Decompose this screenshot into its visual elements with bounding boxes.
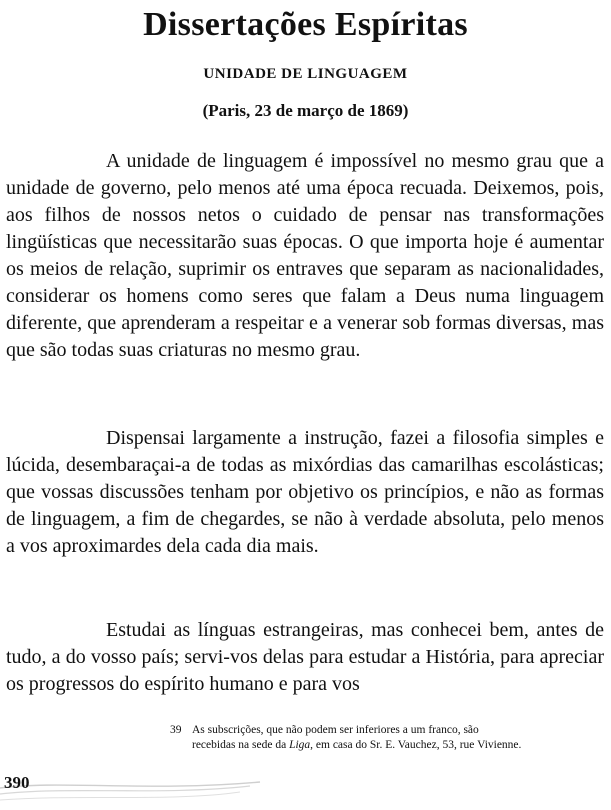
page-number: 390 bbox=[4, 773, 30, 792]
paragraph-text: Estudai as línguas estrangeiras, mas conhecei bem, antes de tudo, a do vosso país; servi-vos delas para estudar a História, para apreciar os progressos do espírito humano e para vos bbox=[6, 619, 604, 695]
body-paragraph-2 bbox=[6, 425, 604, 560]
page-title: Dissertações Espíritas bbox=[143, 6, 468, 43]
paragraph-text: A unidade de linguagem é impossível no mesmo grau que a unidade de governo, pelo menos até uma época recuada. Deixemos, pois, aos filhos de nossos netos o cuidado de pensar nas transformações lingüísticas que necessitarão suas épocas. O que importa hoje é aumentar os meios de relação, suprimir os entraves que separam as nacionalidades, considerar os homens como seres que falam a Deus numa linguagem diferente, que aprenderam a respeitar e a venerar sob formas diversas, mas que são todas suas criaturas no mesmo grau. bbox=[6, 150, 604, 361]
body-paragraph-3 bbox=[6, 617, 604, 698]
footnote-italic-liga: Liga bbox=[289, 739, 311, 751]
footer-swoosh-decoration bbox=[0, 758, 611, 810]
paragraph-text: Dispensai largamente a instrução, fazei a filosofia simples e lúcida, desembaraçai-a de todas as mixórdias das camarilhas escolásticas; que vossas discussões tenham por objetivo os princípios, e não as formas de linguagem, a fim de chegardes, se não à verdade absoluta, pelo menos a vos aproximardes dela cada dia mais. bbox=[6, 427, 604, 557]
section-heading: UNIDADE DE LINGUAGEM bbox=[203, 66, 408, 82]
footnote-text-2b: , em casa do Sr. E. Vauchez, 53, rue Vivienne. bbox=[310, 739, 522, 751]
date-line: (Paris, 23 de março de 1869) bbox=[202, 101, 409, 120]
footnote-text-1: As subscrições, que não podem ser inferiores a um franco, são bbox=[192, 724, 479, 736]
body-paragraph-1 bbox=[6, 148, 604, 364]
footnote-line-1 bbox=[170, 723, 602, 738]
footnote-line-2 bbox=[170, 738, 602, 753]
footnote-text-2a: recebidas na sede da bbox=[192, 739, 290, 751]
footnote-number: 39 bbox=[170, 724, 182, 736]
footnote bbox=[170, 723, 602, 753]
